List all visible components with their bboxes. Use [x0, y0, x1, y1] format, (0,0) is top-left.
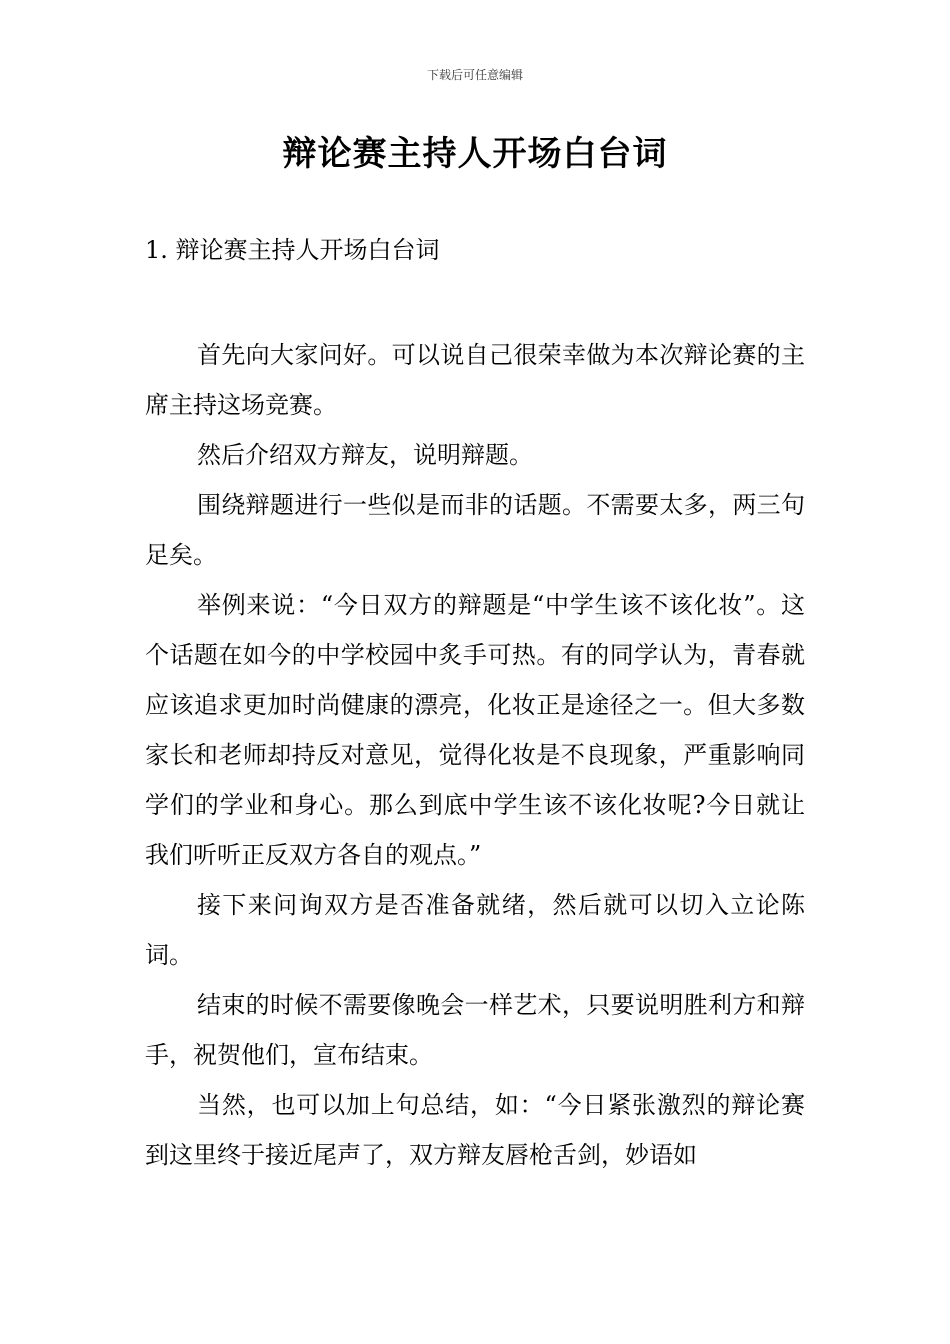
- header-note: 下载后可任意编辑: [426, 68, 523, 82]
- paragraph-summary: 当然，也可以加上句总结，如：“今日紧张激烈的辩论赛到这里终于接近尾声了，双方辩友唇枪舌剑，妙语如: [145, 1091, 805, 1169]
- document-body: [145, 330, 805, 1180]
- document-title: 辩论赛主持人开场白台词: [282, 134, 668, 174]
- paragraph-ready-check: 接下来问询双方是否准备就绪，然后就可以切入立论陈词。: [145, 891, 805, 969]
- paragraph-introduce: 然后介绍双方辩友，说明辩题。: [197, 441, 533, 469]
- paragraph-example: 举例来说：“今日双方的辩题是“中学生该不该化妆”。这个话题在如今的中学校园中炙手可热。有的同学认为，青春就应该追求更加时尚健康的漂亮，化妆正是途径之一。但大多数家长和老师却持反对意见，觉得化妆是不良现象，严重影响同学们的学业和身心。那么到底中学生该不该化妆呢?今日就让我们听听正反双方各自的观点。”: [145, 591, 805, 869]
- paragraph-ending: 结束的时候不需要像晚会一样艺术，只要说明胜利方和辩手，祝贺他们，宣布结束。: [145, 991, 805, 1069]
- section-heading: 1. 辩论赛主持人开场白台词: [145, 236, 440, 264]
- paragraph-topic-talk: 围绕辩题进行一些似是而非的话题。不需要太多，两三句足矣。: [145, 491, 805, 569]
- paragraph-greeting: 首先向大家问好。可以说自己很荣幸做为本次辩论赛的主席主持这场竞赛。: [145, 341, 805, 419]
